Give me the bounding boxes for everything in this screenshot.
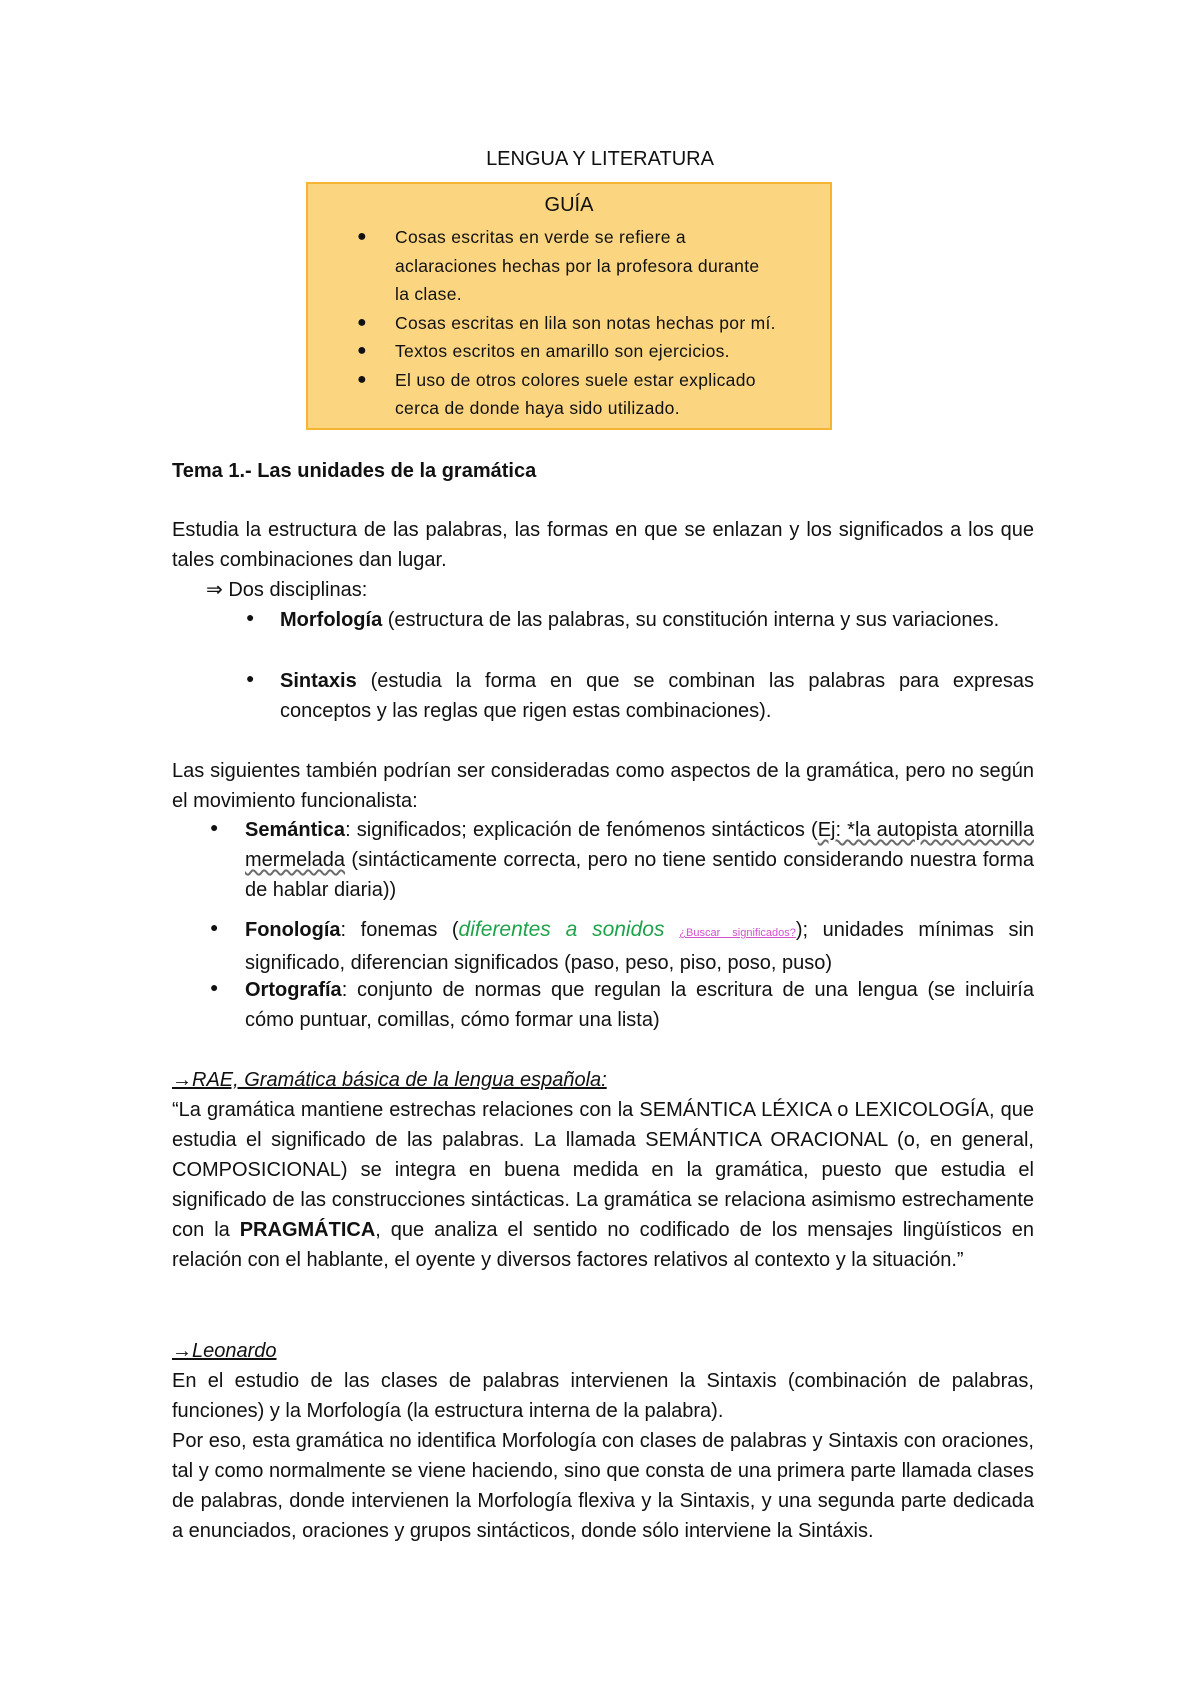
others-intro: Las siguientes también podrían ser consideradas como aspectos de la gramática, pero no según el movimiento funcionalista:: [172, 760, 1034, 812]
guide-item: ● Textos escritos en amarillo son ejercicios.: [308, 337, 790, 366]
guide-list: [308, 223, 830, 423]
guide-heading: GUÍA: [544, 194, 594, 216]
bullet-icon: ●: [210, 919, 219, 935]
disciplines-label: ⇒ Dos disciplinas:: [206, 579, 368, 601]
item-semantica: Semántica: significados; explicación de fenómenos sintácticos (Ej: *la autopista atornilla mermelada (sintácticamente correcta, pero no tiene sentido considerando nuestra forma de hablar diaria)): [245, 819, 1034, 901]
topic-intro: Estudia la estructura de las palabras, las formas en que se enlazan y los significados a los que tales combinaciones dan lugar.: [172, 519, 1034, 571]
bullet-icon: ●: [210, 979, 219, 995]
guide-item: ● El uso de otros colores suele estar explicado cerca de donde haya sido utilizado.: [308, 366, 790, 423]
document-title: LENGUA Y LITERATURA: [486, 148, 714, 170]
leonardo-reference: →Leonardo: [172, 1340, 277, 1362]
double-arrow-icon: ⇒: [206, 579, 223, 601]
green-note: diferentes a sonidos: [458, 918, 680, 941]
bullet-icon: ●: [357, 313, 367, 331]
item-ortografia: Ortografía: conjunto de normas que regulan la escritura de una lengua (se incluiría cómo puntuar, comillas, cómo formar una lista): [245, 979, 1034, 1031]
discipline-sintaxis: Sintaxis (estudia la forma en que se combinan las palabras para expresas conceptos y las reglas que rigen estas combinaciones).: [280, 670, 1034, 722]
pink-note: ¿Buscar significados?: [679, 927, 796, 939]
leonardo-paragraph-1: En el estudio de las clases de palabras intervienen la Sintaxis (combinación de palabras, funciones) y la Morfología (la estructura interna de la palabra).: [172, 1370, 1034, 1422]
bullet-icon: ●: [357, 342, 367, 359]
semantica-example: Ej: *la autopista atornilla mermelada: [245, 819, 1034, 871]
bullet-icon: ●: [246, 670, 255, 686]
bullet-icon: ●: [210, 819, 219, 835]
bullet-icon: ●: [246, 609, 255, 625]
guide-item: ● Cosas escritas en verde se refiere a aclaraciones hechas por la profesora durante la clase.: [308, 223, 790, 309]
bullet-icon: ●: [357, 228, 367, 245]
discipline-morfologia: Morfología (estructura de las palabras, su constitución interna y sus variaciones.: [280, 609, 1000, 631]
guide-box: [306, 182, 832, 430]
rae-quote: “La gramática mantiene estrechas relaciones con la SEMÁNTICA LÉXICA o LEXICOLOGÍA, que estudia el significado de las palabras. La llamada SEMÁNTICA ORACIONAL (o, en general, COMPOSICIONAL) se integra en buena medida en la gramática, puesto que estudia el significado de las construcciones sintácticas. La gramática se relaciona asimismo estrechamente con la PRAGMÁTICA, que analiza el sentido no codificado de los mensajes lingüísticos en relación con el hablante, el oyente y diversos factores relativos al contexto y la situación.”: [172, 1099, 1034, 1271]
topic-heading: Tema 1.- Las unidades de la gramática: [172, 460, 537, 482]
leonardo-paragraph-2: Por eso, esta gramática no identifica Morfología con clases de palabras y Sintaxis con oraciones, tal y como normalmente se viene haciendo, sino que consta de una primera parte llamada clases de palabras, donde intervienen la Morfología flexiva y la Sintaxis, y una segunda parte dedicada a enunciados, oraciones y grupos sintácticos, donde sólo interviene la Sintáxis.: [172, 1430, 1034, 1542]
guide-item: ● Cosas escritas en lila son notas hechas por mí.: [308, 309, 790, 338]
item-fonologia: Fonología: fonemas (diferentes a sonidos ¿Buscar significados?); unidades mínimas sin significado, diferencian significados (paso, peso, piso, poso, puso): [245, 918, 1035, 974]
bullet-icon: ●: [357, 370, 367, 388]
rae-reference: →RAE, Gramática básica de la lengua española:: [172, 1069, 607, 1091]
